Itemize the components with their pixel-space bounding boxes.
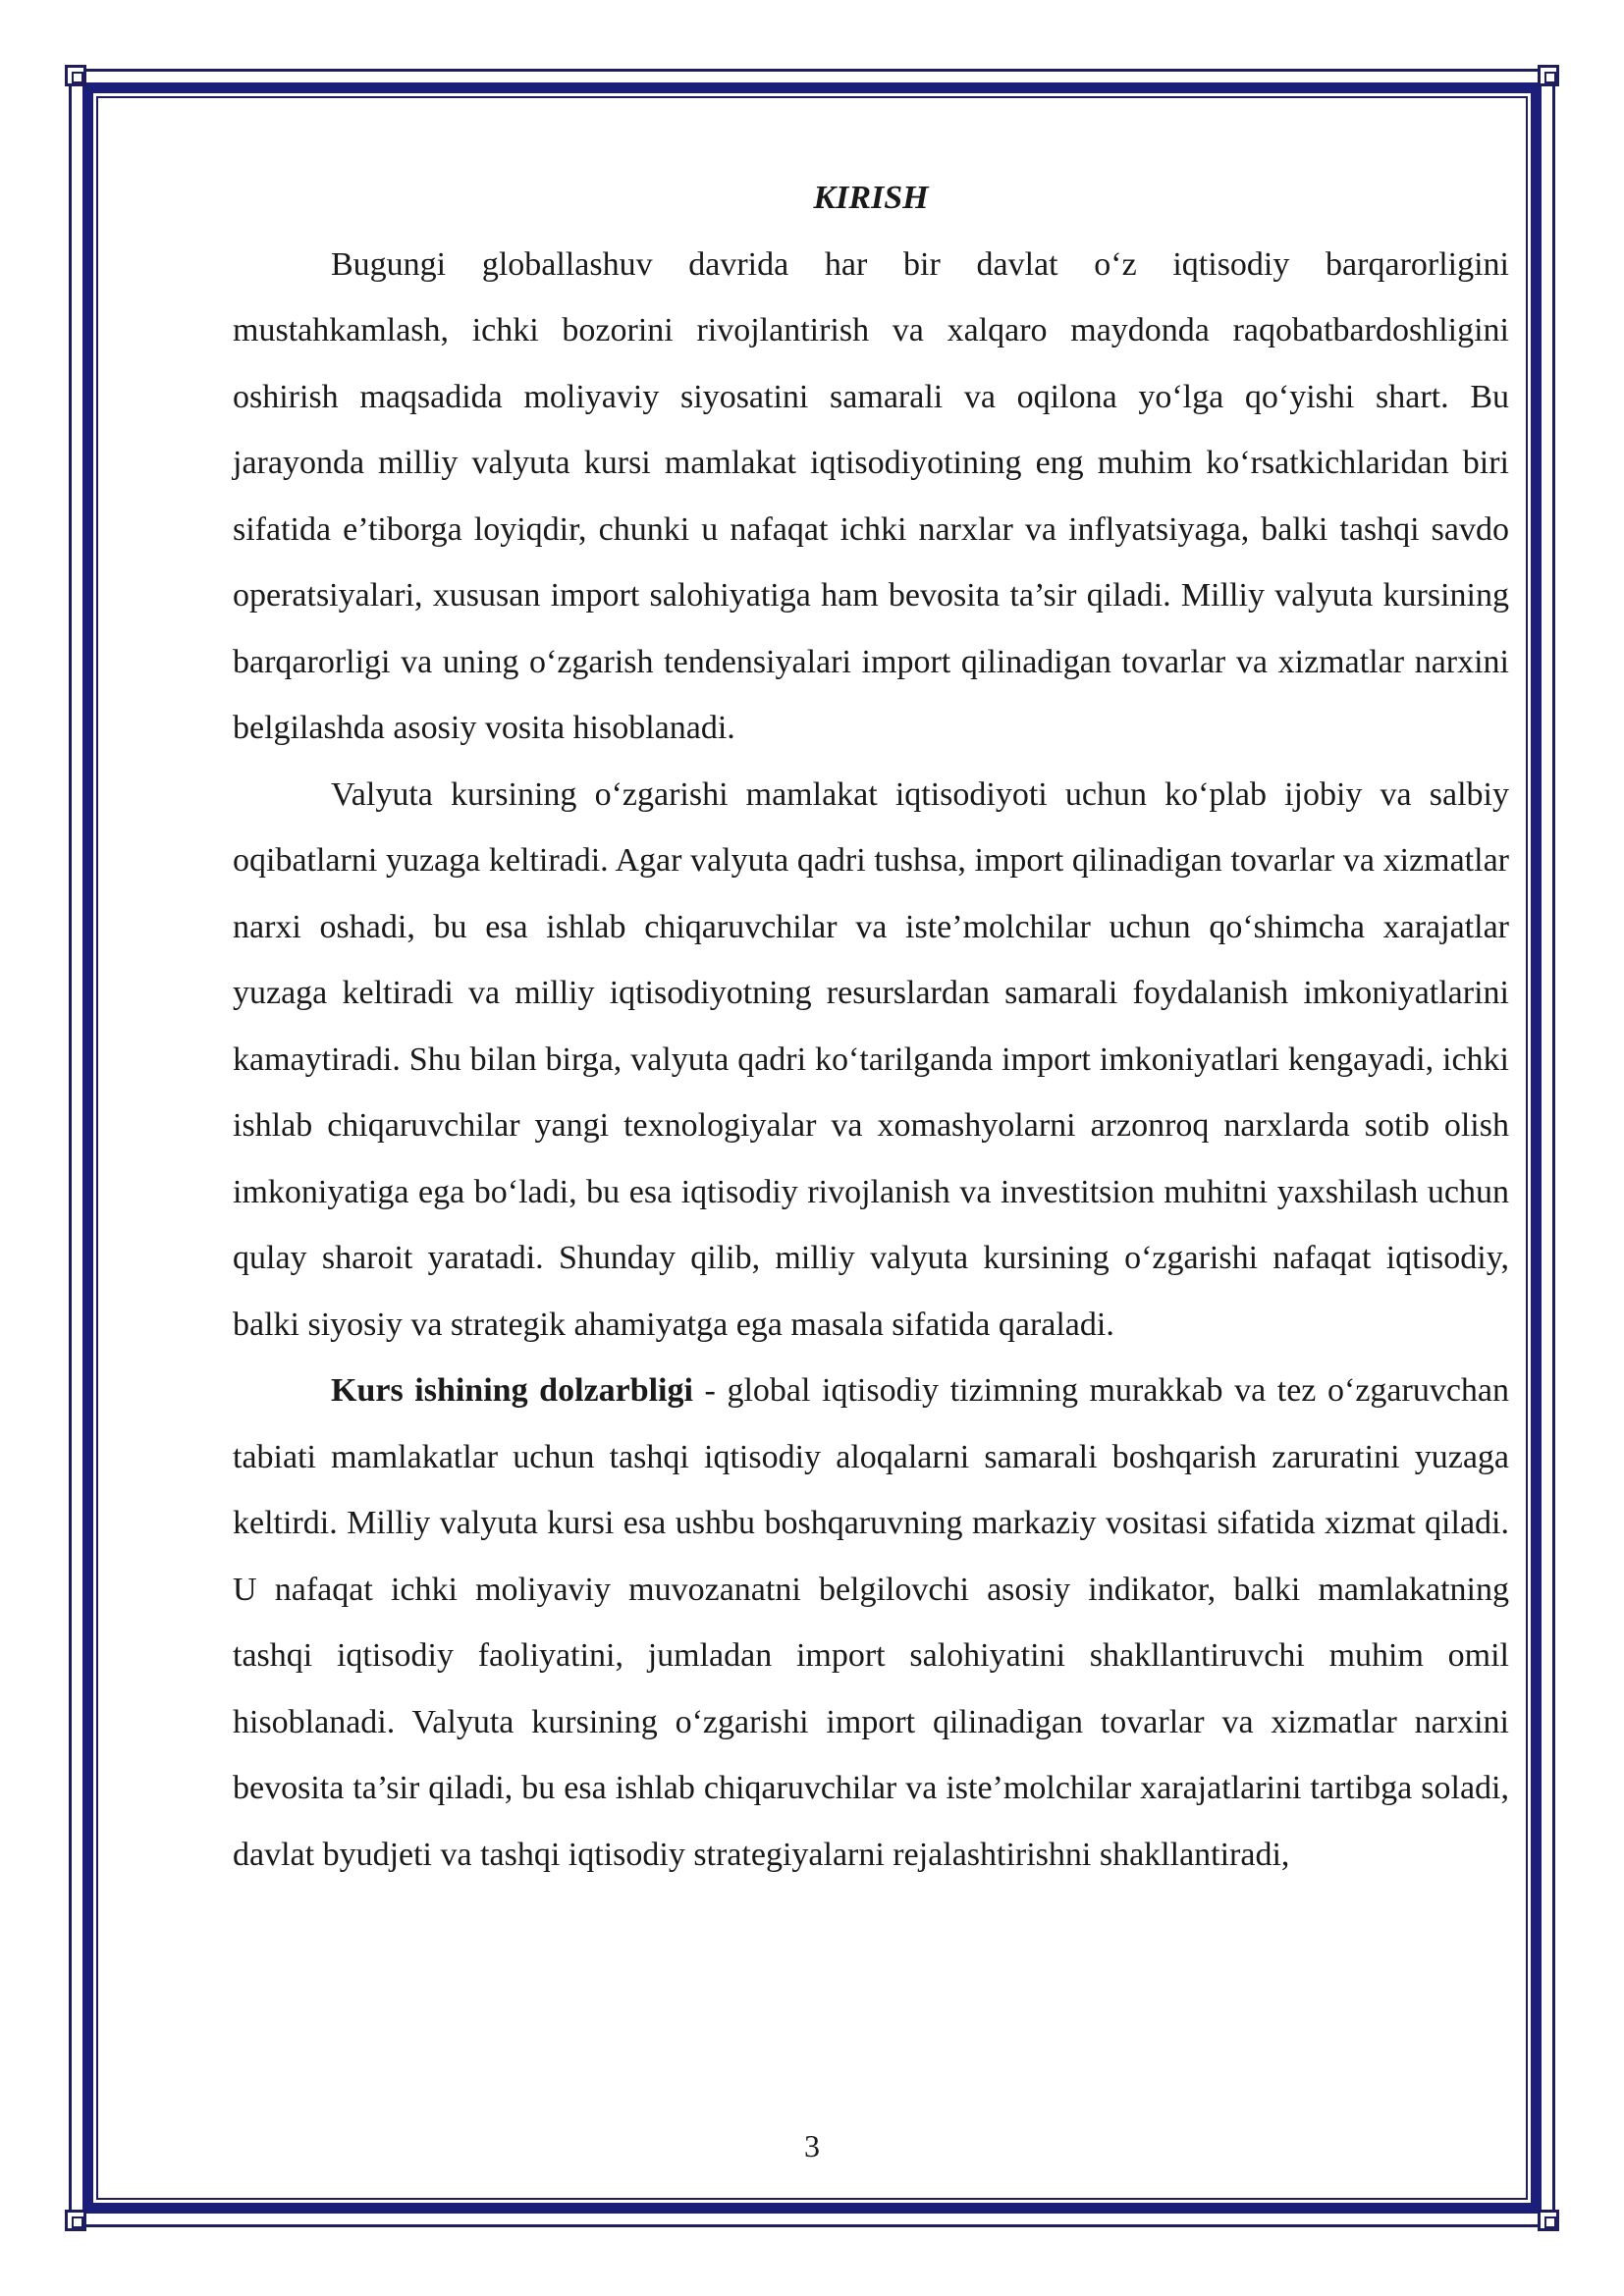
paragraph-text: Bugungi globallashuv davrida har bir davlat o‘z iqtisodiy barqarorligini mustahkamlash, ichki bozorini rivojlantirish va xalqaro maydonda raqobatbardoshligini oshirish maqsadida moliyaviy siyosatini samarali va oqilona yo‘lga qo‘yishi shart. Bu jarayonda milliy valyuta kursi mamlakat iqtisodiyotining eng muhim ko‘rsatkichlaridan biri sifatida e’tiborga loyiqdir, chunki u nafaqat ichki narxlar va inflyatsiyaga, balki tashqi savdo operatsiyalari, xususan import salohiyatiga ham bevosita ta’sir qiladi. Milliy valyuta kursining barqarorligi va uning o‘zgarish tendensiyalari import qilinadigan tovarlar va xizmatlar narxini belgilashda asosiy vosita hisoblanadi.: [233, 245, 1509, 746]
document-body: [233, 165, 1509, 1888]
corner-ornament: [1538, 2210, 1559, 2231]
corner-ornament: [65, 65, 86, 86]
paragraph: [233, 232, 1509, 762]
paragraph-text: - global iqtisodiy tizimning murakkab va tez o‘zgaruvchan tabiati mamlakatlar uchun tashqi iqtisodiy aloqalarni samarali boshqarish zaruratini yuzaga keltirdi. Milliy valyuta kursi esa ushbu boshqaruvning markaziy vositasi sifatida xizmat qiladi. U nafaqat ichki moliyaviy muvozanatni belgilovchi asosiy indikator, balki mamlakatning tashqi iqtisodiy faoliyatini, jumladan import salohiyatini shakllantiruvchi muhim omil hisoblanadi. Valyuta kursining o‘zgarishi import qilinadigan tovarlar va xizmatlar narxini bevosita ta’sir qiladi, bu esa ishlab chiqaruvchilar va iste’molchilar xarajatlarini tartibga soladi, davlat byudjeti va tashqi iqtisodiy strategiyalarni rejalashtirishni shakllantiradi,: [233, 1372, 1509, 1873]
paragraph: [233, 762, 1509, 1359]
paragraph: [233, 1358, 1509, 1888]
paragraph-text: Valyuta kursining o‘zgarishi mamlakat iqtisodiyoti uchun ko‘plab ijobiy va salbiy oqibatlarni yuzaga keltiradi. Agar valyuta qadri tushsa, import qilinadigan tovarlar va xizmatlar narxi oshadi, bu esa ishlab chiqaruvchilar va iste’molchilar uchun qo‘shimcha xarajatlar yuzaga keltiradi va milliy iqtisodiyotning resurslardan samarali foydalanish imkoniyatlarini kamaytiradi. Shu bilan birga, valyuta qadri ko‘tarilganda import imkoniyatlari kengayadi, ichki ishlab chiqaruvchilar yangi texnologiyalar va xomashyolarni arzonroq narxlarda sotib olish imkoniyatiga ega bo‘ladi, bu esa iqtisodiy rivojlanish va investitsion muhitni yaxshilash uchun qulay sharoit yaratadi. Shunday qilib, milliy valyuta kursining o‘zgarishi nafaqat iqtisodiy, balki siyosiy va strategik ahamiyatga ega masala sifatida qaraladi.: [233, 775, 1509, 1343]
corner-ornament: [1538, 65, 1559, 86]
page-number: 3: [804, 2128, 820, 2163]
section-title: KIRISH: [813, 180, 929, 216]
corner-ornament: [65, 2210, 86, 2231]
paragraph-lead: Kurs ishining dolzarbligi: [331, 1372, 693, 1409]
